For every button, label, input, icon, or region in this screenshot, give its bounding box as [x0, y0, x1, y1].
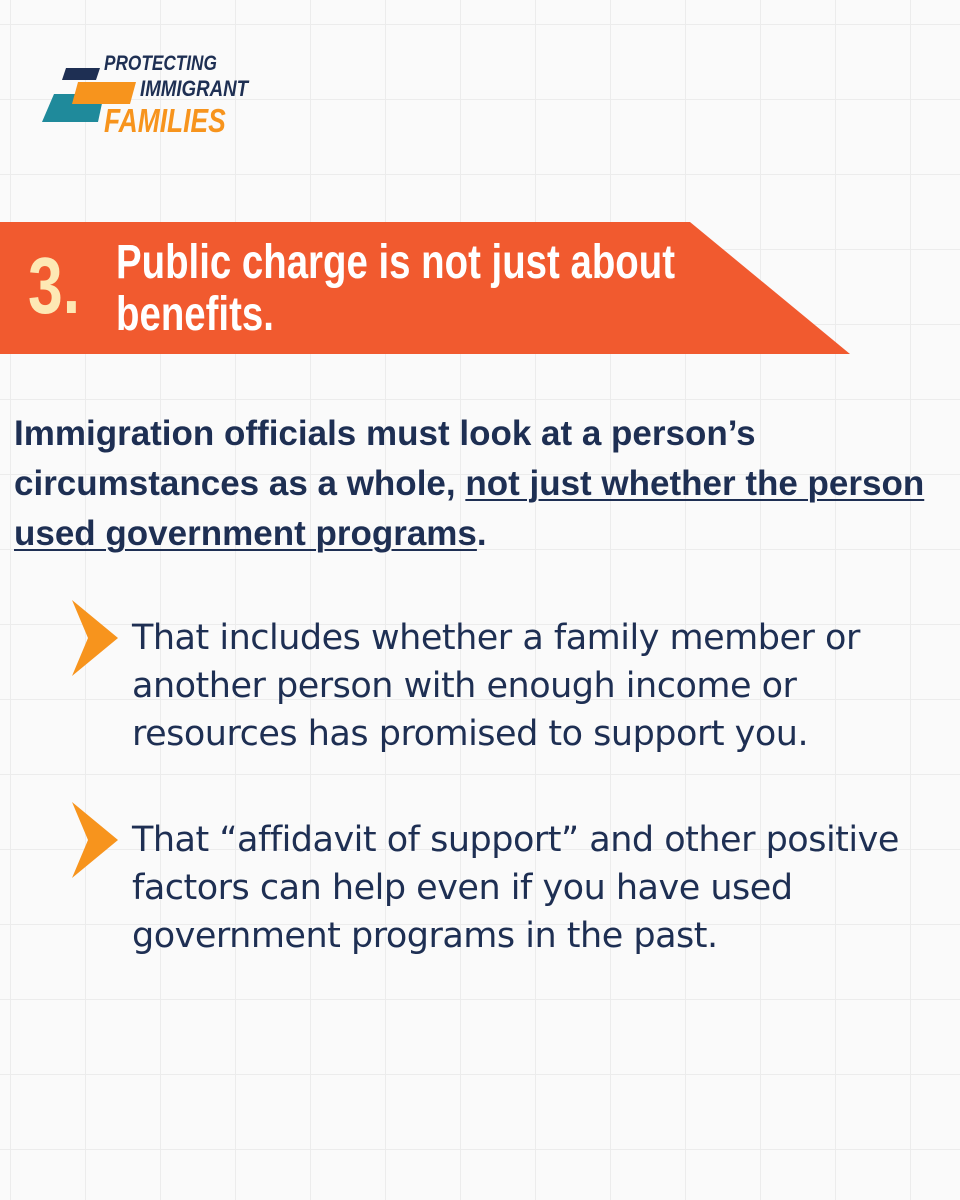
logo [40, 50, 280, 150]
section-banner [0, 222, 850, 354]
logo-text-protecting: PROTECTING [104, 52, 217, 75]
bullet-text: That includes whether a family member or another person with enough income or resources has promised to support you. [132, 618, 860, 754]
logo-text-immigrant: IMMIGRANT [140, 76, 249, 101]
section-number: 3. [28, 241, 81, 330]
chevron-right-icon [70, 598, 120, 678]
intro-period: . [476, 514, 487, 553]
chevron-right-icon [70, 800, 120, 880]
intro-paragraph [14, 409, 934, 559]
intro-underlined-text: not just whether the person used government programs [14, 464, 925, 553]
section-title: Public charge is not just about benefits. [116, 236, 675, 341]
intro-text: Immigration officials must look at a person’s circumstances as a whole, [14, 414, 756, 503]
bullet-text: That “affidavit of support” and other positive factors can help even if you have used government programs in the past. [132, 820, 899, 956]
logo-text-families: FAMILIES [104, 102, 226, 139]
